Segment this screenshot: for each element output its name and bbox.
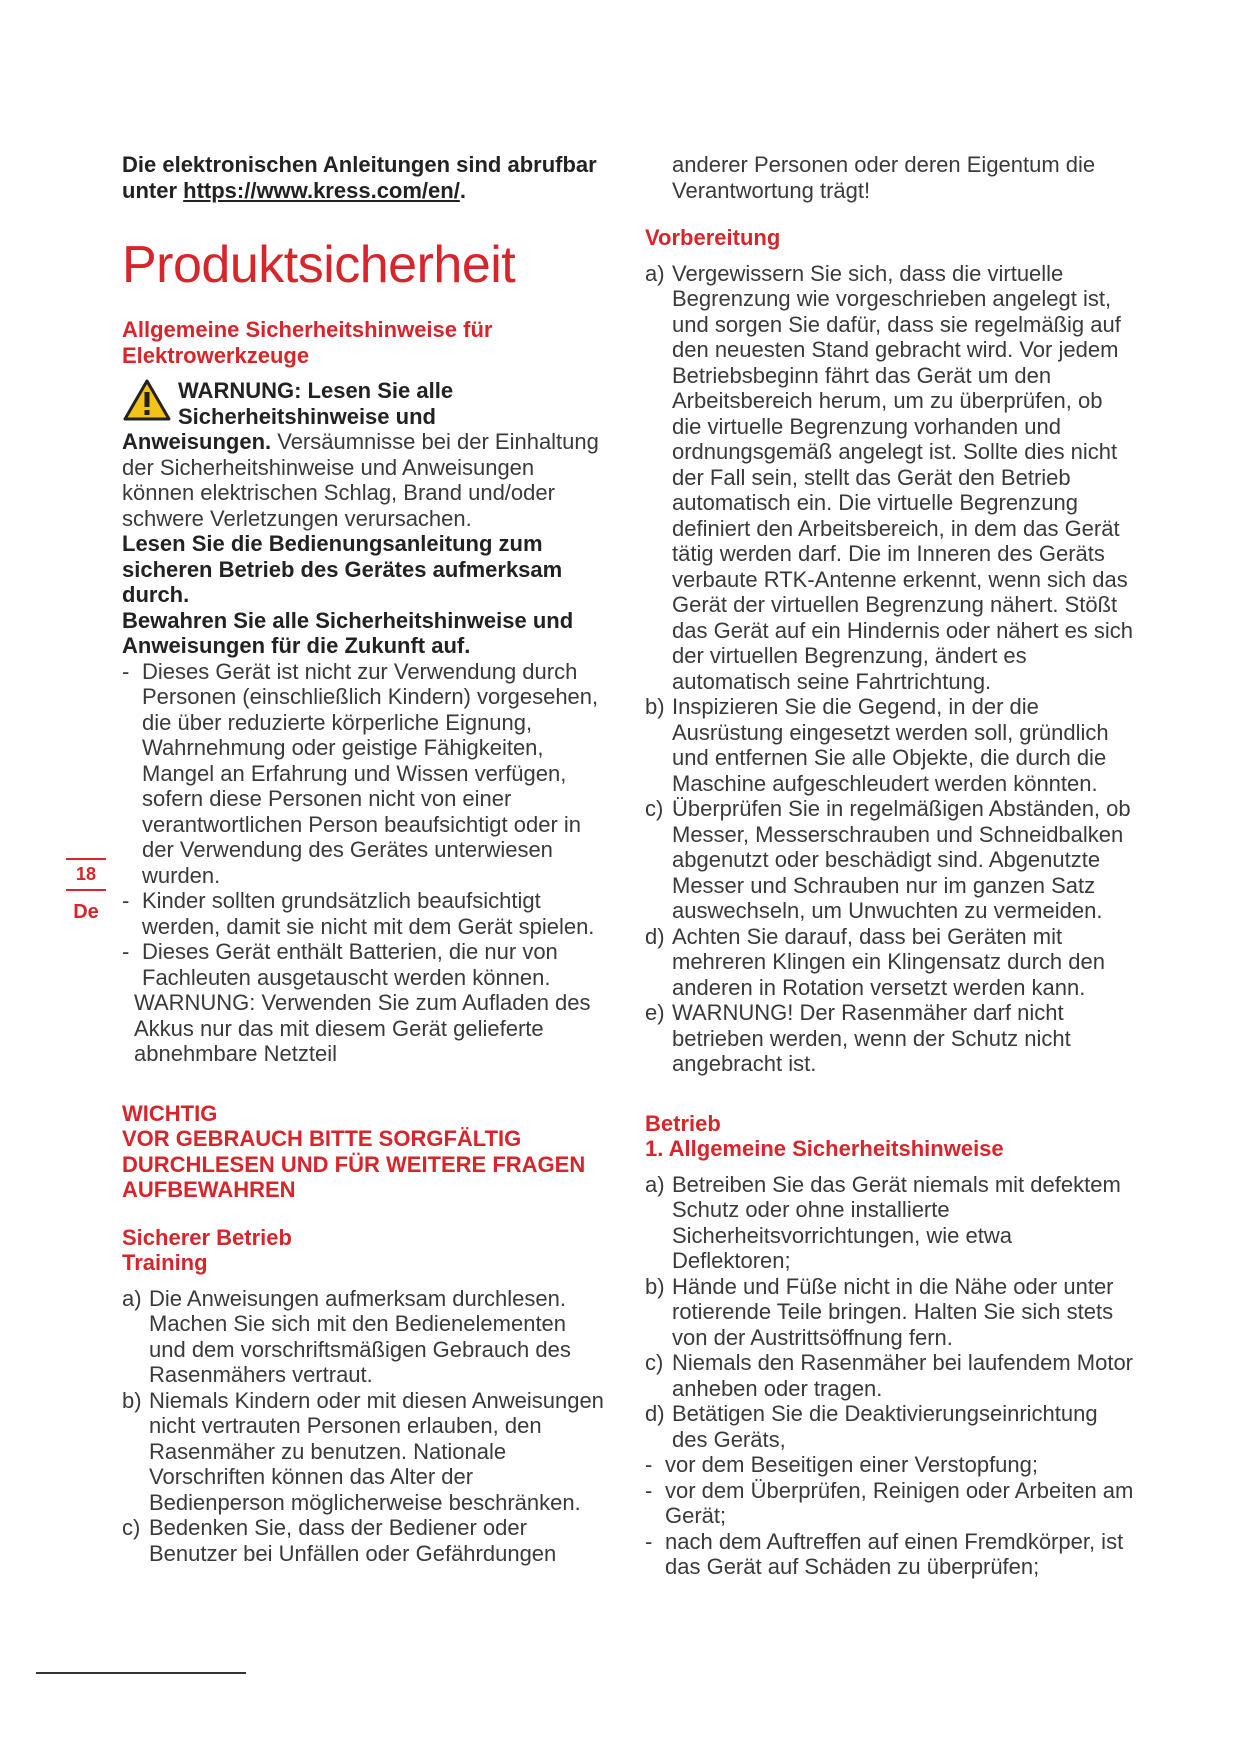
list-marker: e) bbox=[645, 1000, 665, 1025]
list-marker: a) bbox=[645, 260, 665, 286]
list-marker: - bbox=[122, 888, 130, 913]
list-item bbox=[122, 939, 606, 990]
list-marker: - bbox=[122, 658, 130, 684]
list-item bbox=[645, 796, 1135, 924]
intro-note bbox=[122, 152, 606, 203]
warning-text: Versäumnisse bei der Einhaltung der Sicherheitshinweise und Anweisungen können elektrischen Schlag, Brand und/oder schwere Verletzungen verursachen. bbox=[122, 429, 599, 531]
list-marker: d) bbox=[645, 923, 665, 949]
list-item bbox=[122, 888, 606, 939]
charger-warning: WARNUNG: Verwenden Sie zum Aufladen des Akkus nur das mit diesem Gerät gelieferte abnehmbare Netzteil bbox=[134, 990, 591, 1066]
list-text: Kinder sollten grundsätzlich beaufsichtigt werden, damit sie nicht mit dem Gerät spielen. bbox=[142, 888, 595, 939]
manual-link[interactable]: https://www.kress.com/en/ bbox=[183, 177, 460, 203]
list-text: vor dem Beseitigen einer Verstopfung; bbox=[665, 1452, 1039, 1477]
intro-text: Die elektronischen Anleitungen sind abrufbar unter bbox=[122, 152, 597, 203]
list-item bbox=[122, 1388, 606, 1516]
language-code: De bbox=[73, 901, 99, 923]
list-marker: c) bbox=[122, 1515, 141, 1540]
intro-period: . bbox=[459, 177, 466, 203]
list-text: Betätigen Sie die Deaktivierungseinrichtung des Geräts, bbox=[672, 1401, 1098, 1452]
list-marker: - bbox=[645, 1477, 653, 1503]
list-item bbox=[645, 1529, 1135, 1580]
list-text: Betreiben Sie das Gerät niemals mit defektem Schutz oder ohne installierte Sicherheitsvorrichtungen, wie etwa Deflektoren; bbox=[672, 1171, 1121, 1273]
page-sidebar bbox=[66, 858, 106, 924]
list-text: WARNUNG! Der Rasenmäher darf nicht betrieben werden, wenn der Schutz nicht angebracht ist. bbox=[672, 1000, 1071, 1076]
list-text: Vergewissern Sie sich, dass die virtuelle Begrenzung wie vorgeschrieben angelegt ist, und sorgen Sie dafür, dass sie regelmäßig auf den neuesten Stand gebracht wird. Vor jedem Betriebsbeginn fährt das Gerät um den Arbeitsbereich herum, um zu überprüfen, ob die virtuelle Begrenzung vorhanden und ordnungsgemäß angelegt ist. Sollte dies nicht der Fall sein, stellt das Gerät den Betrieb automatisch ein. Die virtuelle Begrenzung definiert den Arbeitsbereich, in dem das Gerät tätig werden darf. Die im Inneren des Geräts verbaute RTK-Antenne erkennt, wenn sich das Gerät der virtuellen Begrenzung nähert. Stößt das Gerät auf ein Hindernis oder nähert es sich der virtuellen Begrenzung, ändert es automatisch seine Fahrtrichtung. bbox=[672, 260, 1134, 694]
general-operation-heading: 1. Allgemeine Sicherheitshinweise bbox=[645, 1136, 1004, 1161]
list-text: Niemals den Rasenmäher bei laufendem Motor anheben oder tragen. bbox=[672, 1350, 1134, 1401]
list-item bbox=[645, 1000, 1135, 1077]
list-text: Dieses Gerät ist nicht zur Verwendung durch Personen (einschließlich Kindern) vorgesehen, die über reduzierte körperliche Eignung, Wahrnehmung oder geistige Fähigkeiten, Mangel an Erfahrung und Wissen verfügen, sofern diese Personen nicht von einer verantwortlichen Person beaufsichtigt oder in der Verwendung des Gerätes unterwiesen wurden. bbox=[142, 658, 599, 888]
warning-heading: WARNUNG: Lesen Sie alle Sicherheitshinweise und bbox=[178, 378, 454, 429]
general-safety-heading: Allgemeine Sicherheitshinweise für Elektrowerkzeuge bbox=[122, 317, 493, 368]
training-heading: Training bbox=[122, 1250, 208, 1275]
list-text: Hände und Füße nicht in die Nähe oder unter rotierende Teile bringen. Halten Sie sich stets von der Austrittsöffnung fern. bbox=[672, 1273, 1114, 1350]
list-marker: a) bbox=[645, 1171, 665, 1197]
list-item bbox=[645, 1172, 1135, 1274]
list-item bbox=[645, 1401, 1135, 1452]
list-item bbox=[645, 1478, 1135, 1529]
list-marker: b) bbox=[645, 694, 665, 719]
list-text: Inspizieren Sie die Gegend, in der die Ausrüstung eingesetzt werden soll, gründlich und entfernen Sie alle Objekte, die durch die Maschine aufgeschleudert werden könnten. bbox=[672, 694, 1109, 796]
operation-heading: Betrieb bbox=[645, 1110, 721, 1136]
read-manual-note: Lesen Sie die Bedienungsanleitung zum sicheren Betrieb des Gerätes aufmerksam durch. bbox=[122, 531, 563, 607]
warning-paragraph bbox=[122, 429, 606, 531]
list-marker: a) bbox=[122, 1285, 142, 1311]
list-item bbox=[645, 1452, 1135, 1478]
list-item bbox=[122, 1286, 606, 1388]
list-item bbox=[645, 694, 1135, 796]
list-text: Achten Sie darauf, dass bei Geräten mit mehreren Klingen ein Klingensatz durch den anderen in Rotation versetzt werden kann. bbox=[672, 923, 1105, 1000]
warning-instructions-label: Anweisungen. bbox=[122, 429, 272, 454]
list-item bbox=[645, 1350, 1135, 1401]
list-item bbox=[645, 261, 1135, 695]
list-item bbox=[645, 924, 1135, 1001]
safe-operation-heading: Sicherer Betrieb bbox=[122, 1224, 292, 1250]
list-text: nach dem Auftreffen auf einen Fremdkörper, ist das Gerät auf Schäden zu überprüfen; bbox=[665, 1528, 1124, 1579]
list-text: Überprüfen Sie in regelmäßigen Abständen, ob Messer, Messerschrauben und Schneidbalken abgenutzt oder beschädigt sind. Abgenutzte Messer und Schrauben nur im ganzen Satz auswechseln, um Unwuchten zu vermeiden. bbox=[672, 796, 1131, 923]
training-continuation: anderer Personen oder deren Eigentum die Verantwortung trägt! bbox=[672, 152, 1096, 203]
list-text: vor dem Überprüfen, Reinigen oder Arbeiten am Gerät; bbox=[665, 1477, 1134, 1528]
list-marker: c) bbox=[645, 796, 664, 821]
warning-block bbox=[122, 378, 606, 429]
important-notice: VOR GEBRAUCH BITTE SORGFÄLTIG DURCHLESEN UND FÜR WEITERE FRAGEN AUFBEWAHREN bbox=[122, 1126, 586, 1202]
list-marker: b) bbox=[122, 1387, 142, 1413]
footer-divider bbox=[36, 1672, 246, 1674]
list-text: Dieses Gerät enthält Batterien, die nur von Fachleuten ausgetauscht werden können. bbox=[142, 939, 558, 990]
page-title: Produktsicherheit bbox=[122, 236, 516, 294]
list-marker: b) bbox=[645, 1273, 665, 1299]
list-marker: c) bbox=[645, 1350, 664, 1375]
list-marker: - bbox=[645, 1452, 653, 1477]
keep-instructions-note: Bewahren Sie alle Sicherheitshinweise und Anweisungen für die Zukunft auf. bbox=[122, 607, 574, 658]
list-marker: - bbox=[122, 939, 130, 964]
preparation-heading: Vorbereitung bbox=[645, 225, 781, 250]
warning-triangle-icon bbox=[122, 378, 172, 422]
list-item bbox=[122, 1515, 606, 1566]
left-column bbox=[122, 152, 606, 1566]
list-text: Die Anweisungen aufmerksam durchlesen. Machen Sie sich mit den Bedienelementen und dem vorschriftsmäßigen Gebrauch des Rasenmähers vertraut. bbox=[149, 1285, 571, 1387]
list-marker: d) bbox=[645, 1401, 665, 1426]
list-text: Niemals Kindern oder mit diesen Anweisungen nicht vertrauten Personen erlauben, den Rasenmäher zu benutzen. Nationale Vorschriften können das Alter der Bedienperson möglicherweise beschränken. bbox=[149, 1387, 604, 1515]
list-marker: - bbox=[645, 1528, 653, 1554]
important-label: WICHTIG bbox=[122, 1100, 218, 1126]
page-number: 18 bbox=[66, 858, 106, 891]
list-text: Bedenken Sie, dass der Bediener oder Benutzer bei Unfällen oder Gefährdungen bbox=[149, 1515, 557, 1566]
list-item bbox=[122, 659, 606, 889]
right-column bbox=[645, 152, 1135, 1580]
list-item bbox=[645, 1274, 1135, 1351]
